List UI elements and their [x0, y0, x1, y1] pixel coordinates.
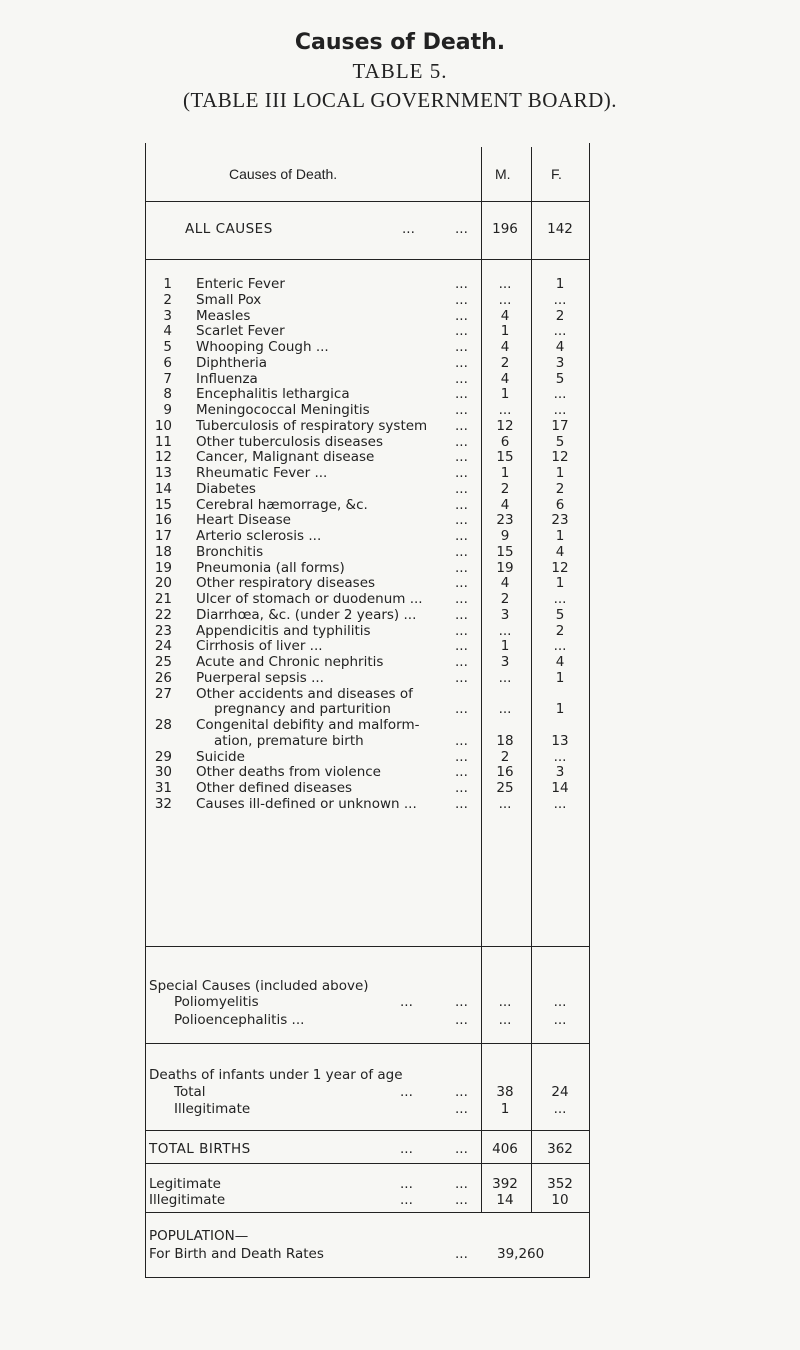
cause-label: Bronchitis — [196, 543, 264, 560]
row-number: 27 — [154, 685, 172, 702]
leader-dots: ... — [455, 654, 468, 670]
row-m-value: 4 — [500, 575, 510, 592]
leader-dots: ... — [455, 669, 468, 686]
row-number: 7 — [163, 370, 172, 387]
row-number: 25 — [154, 654, 172, 670]
special-item-f: ... — [553, 994, 567, 1010]
cause-label: Cancer, Malignant disease — [196, 449, 375, 466]
row-f-value: 1 — [555, 669, 565, 686]
special-item-m: ... — [498, 1012, 512, 1028]
row-f-value: 1 — [555, 465, 565, 481]
row-number: 12 — [154, 449, 172, 466]
cause-label: Influenza — [196, 370, 258, 387]
row-m-value: 1 — [500, 386, 510, 403]
header-f: F. — [551, 166, 562, 182]
leader-dots: ... — [455, 339, 468, 355]
row-m-value: 2 — [500, 748, 510, 765]
leader-dots: ... — [455, 465, 468, 481]
row-number: 8 — [163, 386, 172, 403]
cause-label: Diabetes — [196, 480, 256, 497]
row-f-value: 4 — [555, 339, 565, 355]
row-number: 22 — [154, 606, 172, 623]
cause-label: Other deaths from violence — [196, 764, 381, 781]
cause-label: Other accidents and diseases of — [196, 685, 413, 702]
leader-dots: ... — [455, 512, 468, 529]
row-f-value: ... — [553, 386, 567, 403]
row-f-value: 5 — [555, 370, 565, 387]
row-number: 19 — [154, 559, 172, 576]
cause-label: Causes ill-defined or unknown ... — [196, 795, 417, 812]
row-m-value: 9 — [500, 528, 510, 544]
cause-label-continued: ation, premature birth — [214, 732, 364, 749]
row-number: 13 — [154, 465, 172, 481]
row-m-value: 16 — [496, 764, 514, 781]
total-births-f: 362 — [547, 1141, 573, 1157]
total-births-dots: ... — [455, 1141, 468, 1157]
table-source: (TABLE III LOCAL GOVERNMENT BOARD). — [182, 88, 618, 112]
leader-dots: ... — [455, 386, 468, 403]
row-f-value: 3 — [555, 354, 565, 371]
births-illegitimate-dots: ... — [400, 1192, 413, 1208]
births-illegitimate-label: Illegitimate — [149, 1192, 226, 1208]
row-number: 14 — [154, 480, 172, 497]
births-illegitimate-dots: ... — [455, 1192, 468, 1208]
cause-label: Acute and Chronic nephritis — [196, 654, 384, 670]
leader-dots: ... — [455, 433, 468, 450]
leader-dots: ... — [455, 638, 468, 655]
row-number: 32 — [154, 795, 172, 812]
leader-dots: ... — [455, 764, 468, 781]
row-f-value: 2 — [555, 307, 565, 324]
row-m-value: 6 — [500, 433, 510, 450]
row-number: 17 — [154, 528, 172, 544]
row-m-value: 3 — [500, 606, 510, 623]
section-rule — [145, 1163, 590, 1164]
leader-dots: ... — [455, 732, 468, 749]
leader-dots: ... — [455, 370, 468, 387]
infants-item-f: 24 — [551, 1084, 569, 1100]
row-f-value: ... — [553, 402, 567, 418]
cause-label: Diarrhœa, &c. (under 2 years) ... — [196, 606, 417, 623]
row-m-value: ... — [498, 402, 512, 418]
row-f-value: 17 — [551, 417, 569, 434]
row-m-value: 2 — [500, 591, 510, 607]
leader-dots: ... — [455, 480, 468, 497]
cause-label: Measles — [196, 307, 251, 324]
leader-dots: ... — [455, 402, 468, 418]
leader-dots: ... — [455, 496, 468, 513]
row-number: 24 — [154, 638, 172, 655]
special-item-label: Poliomyelitis — [174, 994, 259, 1010]
all-causes-dots: ... — [402, 221, 415, 237]
infants-heading: Deaths of infants under 1 year of age — [149, 1067, 403, 1083]
births-legitimate-dots: ... — [400, 1176, 413, 1192]
all-causes-f: 142 — [547, 221, 573, 237]
cause-label: Heart Disease — [196, 512, 291, 529]
leader-dots: ... — [455, 417, 468, 434]
section-rule — [145, 259, 590, 260]
row-f-value: 23 — [551, 512, 569, 529]
row-f-value: 4 — [555, 654, 565, 670]
row-f-value: ... — [553, 795, 567, 812]
cause-label: Arterio sclerosis ... — [196, 528, 322, 544]
cause-label: Other respiratory diseases — [196, 575, 376, 592]
row-f-value: 13 — [551, 732, 569, 749]
row-f-value: ... — [553, 591, 567, 607]
row-number: 26 — [154, 669, 172, 686]
cause-label: Other tuberculosis diseases — [196, 433, 384, 450]
special-item-dots: ... — [455, 994, 468, 1010]
cause-label: Tuberculosis of respiratory system — [196, 417, 428, 434]
leader-dots: ... — [455, 323, 468, 340]
row-m-value: 18 — [496, 732, 514, 749]
births-legitimate-dots: ... — [455, 1176, 468, 1192]
row-number: 28 — [154, 717, 172, 733]
cause-label: Small Pox — [196, 291, 262, 308]
leader-dots: ... — [455, 291, 468, 308]
row-number: 20 — [154, 575, 172, 592]
row-number: 10 — [154, 417, 172, 434]
row-f-value: 1 — [555, 701, 565, 718]
row-m-value: 4 — [500, 307, 510, 324]
population-dots: ... — [455, 1246, 468, 1262]
cause-label-continued: pregnancy and parturition — [214, 701, 391, 718]
row-f-value: ... — [553, 323, 567, 340]
cause-label: Other defined diseases — [196, 780, 353, 796]
row-m-value: ... — [498, 622, 512, 639]
row-m-value: 25 — [496, 780, 514, 796]
leader-dots: ... — [455, 701, 468, 718]
row-number: 23 — [154, 622, 172, 639]
special-item-label: Polioencephalitis ... — [174, 1012, 305, 1028]
row-m-value: ... — [498, 276, 512, 292]
leader-dots: ... — [455, 795, 468, 812]
row-f-value: 5 — [555, 433, 565, 450]
cause-label: Encephalitis lethargica — [196, 386, 350, 403]
row-f-value: ... — [553, 638, 567, 655]
infants-item-dots: ... — [455, 1101, 468, 1117]
row-m-value: 4 — [500, 370, 510, 387]
row-number: 2 — [163, 291, 172, 308]
cause-label: Ulcer of stomach or duodenum ... — [196, 591, 423, 607]
row-f-value: 2 — [555, 622, 565, 639]
row-m-value: ... — [498, 669, 512, 686]
births-illegitimate-m: 14 — [496, 1192, 514, 1208]
row-f-value: 3 — [555, 764, 565, 781]
row-m-value: 12 — [496, 417, 514, 434]
leader-dots: ... — [455, 449, 468, 466]
page-title: Causes of Death. — [294, 30, 506, 55]
row-m-value: 1 — [500, 638, 510, 655]
leader-dots: ... — [455, 575, 468, 592]
row-number: 4 — [163, 323, 172, 340]
cause-label: Diphtheria — [196, 354, 268, 371]
row-m-value: ... — [498, 291, 512, 308]
leader-dots: ... — [455, 622, 468, 639]
row-m-value: 4 — [500, 339, 510, 355]
row-f-value: 5 — [555, 606, 565, 623]
cause-label: Rheumatic Fever ... — [196, 465, 328, 481]
cause-label: Cerebral hæmorrage, &c. — [196, 496, 368, 513]
row-m-value: 2 — [500, 480, 510, 497]
section-rule — [145, 946, 590, 947]
cause-label: Puerperal sepsis ... — [196, 669, 324, 686]
cause-label: Appendicitis and typhilitis — [196, 622, 371, 639]
special-heading: Special Causes (included above) — [149, 978, 369, 994]
section-rule — [145, 1130, 590, 1131]
infants-item-dots: ... — [400, 1084, 413, 1100]
header-m: M. — [495, 166, 511, 182]
leader-dots: ... — [455, 528, 468, 544]
total-births-label: TOTAL BIRTHS — [149, 1141, 251, 1157]
all-causes-dots: ... — [455, 221, 468, 237]
row-number: 3 — [163, 307, 172, 324]
row-f-value: 1 — [555, 276, 565, 292]
row-number: 15 — [154, 496, 172, 513]
row-f-value: 2 — [555, 480, 565, 497]
cause-label: Suicide — [196, 748, 245, 765]
table-number: TABLE 5. — [352, 59, 448, 83]
row-number: 18 — [154, 543, 172, 560]
row-number: 6 — [163, 354, 172, 371]
births-legitimate-label: Legitimate — [149, 1176, 221, 1192]
row-f-value: 1 — [555, 528, 565, 544]
leader-dots: ... — [455, 276, 468, 292]
infants-item-m: 38 — [496, 1084, 514, 1100]
infants-item-f: ... — [553, 1101, 567, 1117]
infants-item-m: 1 — [500, 1101, 510, 1117]
row-number: 30 — [154, 764, 172, 781]
header-cause: Causes of Death. — [229, 166, 338, 182]
special-item-dots: ... — [455, 1012, 468, 1028]
special-item-m: ... — [498, 994, 512, 1010]
row-number: 1 — [163, 276, 172, 292]
leader-dots: ... — [455, 354, 468, 371]
table-row — [0, 796, 800, 814]
row-m-value: 15 — [496, 449, 514, 466]
row-m-value: ... — [498, 701, 512, 718]
row-number: 31 — [154, 780, 172, 796]
row-m-value: ... — [498, 795, 512, 812]
leader-dots: ... — [455, 559, 468, 576]
population-value: 39,260 — [497, 1246, 545, 1262]
row-number: 21 — [154, 591, 172, 607]
population-label: For Birth and Death Rates — [149, 1246, 324, 1262]
row-m-value: 15 — [496, 543, 514, 560]
row-f-value: 14 — [551, 780, 569, 796]
cause-label: Cirrhosis of liver ... — [196, 638, 323, 655]
leader-dots: ... — [455, 307, 468, 324]
cause-label: Whooping Cough ... — [196, 339, 329, 355]
leader-dots: ... — [455, 543, 468, 560]
row-f-value: 1 — [555, 575, 565, 592]
section-rule — [145, 1212, 590, 1213]
leader-dots: ... — [455, 780, 468, 796]
infants-item-dots: ... — [455, 1084, 468, 1100]
row-m-value: 2 — [500, 354, 510, 371]
row-f-value: 4 — [555, 543, 565, 560]
row-m-value: 4 — [500, 496, 510, 513]
special-item-dots: ... — [400, 994, 413, 1010]
row-m-value: 3 — [500, 654, 510, 670]
table-border-bottom — [145, 1277, 590, 1278]
births-legitimate-m: 392 — [492, 1176, 518, 1192]
cause-label: Pneumonia (all forms) — [196, 559, 345, 576]
cause-label: Enteric Fever — [196, 276, 285, 292]
all-causes-m: 196 — [492, 221, 518, 237]
population-heading: POPULATION— — [149, 1228, 249, 1244]
infants-item-label: Illegitimate — [174, 1101, 251, 1117]
row-m-value: 1 — [500, 323, 510, 340]
row-f-value: ... — [553, 291, 567, 308]
row-f-value: 6 — [555, 496, 565, 513]
leader-dots: ... — [455, 748, 468, 765]
total-births-m: 406 — [492, 1141, 518, 1157]
row-number: 5 — [163, 339, 172, 355]
row-m-value: 1 — [500, 465, 510, 481]
births-illegitimate-f: 10 — [551, 1192, 569, 1208]
row-number: 11 — [154, 433, 172, 450]
special-item-f: ... — [553, 1012, 567, 1028]
row-m-value: 19 — [496, 559, 514, 576]
row-number: 16 — [154, 512, 172, 529]
leader-dots: ... — [455, 591, 468, 607]
cause-label: Meningococcal Meningitis — [196, 402, 370, 418]
infants-item-label: Total — [174, 1084, 206, 1100]
section-rule — [145, 1043, 590, 1044]
table-row — [0, 717, 800, 749]
row-m-value: 23 — [496, 512, 514, 529]
cause-label: Scarlet Fever — [196, 323, 285, 340]
row-f-value: 12 — [551, 559, 569, 576]
row-number: 9 — [163, 402, 172, 418]
row-f-value: 12 — [551, 449, 569, 466]
cause-label: Congenital debifity and malform- — [196, 717, 420, 733]
row-f-value: ... — [553, 748, 567, 765]
table-row — [0, 685, 800, 718]
total-births-dots: ... — [400, 1141, 413, 1157]
header-rule — [145, 201, 590, 202]
row-number: 29 — [154, 748, 172, 765]
all-causes-label: ALL CAUSES — [185, 221, 273, 237]
leader-dots: ... — [455, 606, 468, 623]
births-legitimate-f: 352 — [547, 1176, 573, 1192]
